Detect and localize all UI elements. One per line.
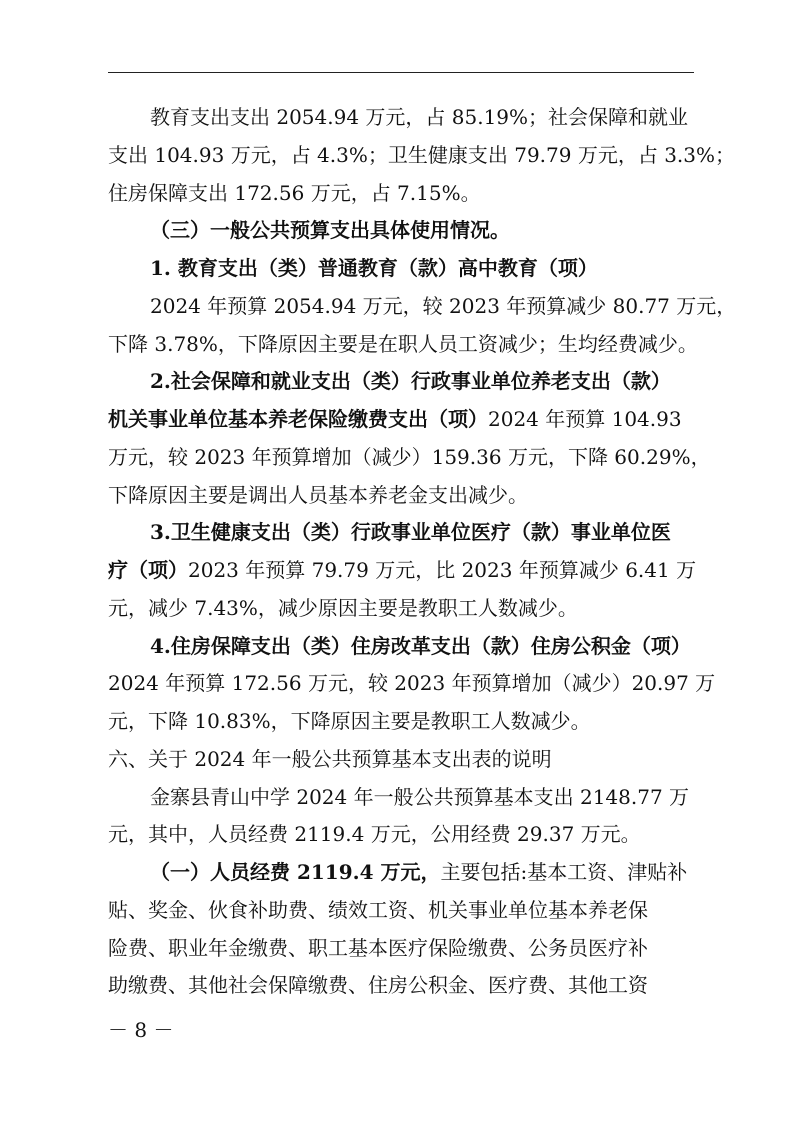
text-line [150,255,793,281]
text-line [108,557,793,583]
text-segment: 支出 104.93 万元，占 4.3%；卫生健康支出 79.79 万元，占 3.3%； [108,142,736,167]
text-line [108,331,793,357]
bold-text-segment: 4.住房保障支出（类）住房改革支出（款）住房公积金（项） [150,633,691,658]
text-line [108,142,793,168]
text-line [150,368,793,394]
text-line [150,859,793,885]
bold-text-segment: 3.卫生健康支出（类）行政事业单位医疗（款）事业单位医 [150,520,671,545]
bold-text-segment: 疗（项） [108,558,188,582]
text-line [108,897,793,923]
text-line [150,519,793,545]
text-line [108,406,793,432]
text-line [108,935,793,961]
text-segment: 元，其中，人员经费 2119.4 万元，公用经费 29.37 万元。 [108,822,641,847]
text-segment: 万元，较 2023 年预算增加（减少）159.36 万元，下降 60.29%， [108,444,711,469]
bold-text-segment: 2.社会保障和就业支出（类）行政事业单位养老支出（款） [150,369,671,394]
text-line [108,482,793,508]
text-line [108,595,793,621]
text-segment: 2024 年预算 2054.94 万元，较 2023 年预算减少 80.77 万元， [150,293,737,318]
text-segment: 2024 年预算 172.56 万元，较 2023 年预算增加（减少）20.97 万 [108,671,716,696]
bold-text-segment: （三）一般公共预算支出具体使用情况。 [150,218,510,243]
text-segment: 贴、奖金、伙食补助费、绩效工资、机关事业单位基本养老保 [108,897,648,922]
text-line [108,444,793,470]
text-segment: 元，减少 7.43%，减少原因主要是教职工人数减少。 [108,595,578,620]
text-segment: 2024 年预算 104.93 [488,407,682,431]
header-rule [108,72,694,73]
bold-text-segment: 机关事业单位基本养老保险缴费支出（项） [108,407,488,431]
text-segment: 住房保障支出 172.56 万元，占 7.15%。 [108,180,481,205]
text-segment: 下降原因主要是调出人员基本养老金支出减少。 [108,482,528,507]
text-line [108,708,793,734]
text-segment: 六、关于 2024 年一般公共预算基本支出表的说明 [108,746,552,771]
text-line [108,670,793,696]
text-line [150,104,793,130]
text-line [150,217,793,243]
text-segment: 金寨县青山中学 2024 年一般公共预算基本支出 2148.77 万 [150,784,690,809]
text-line [150,633,793,659]
bold-text-segment: 1. 教育支出（类）普通教育（款）高中教育（项） [150,256,598,280]
text-line [108,972,793,998]
text-line [150,293,793,319]
text-segment: 助缴费、其他社会保障缴费、住房公积金、医疗费、其他工资 [108,973,648,998]
text-line [108,746,793,772]
page-number: － 8 － [108,1018,174,1042]
text-segment: 元，下降 10.83%，下降原因主要是教职工人数减少。 [108,709,591,733]
text-segment: 2023 年预算 79.79 万元，比 2023 年预算减少 6.41 万 [188,558,697,582]
text-segment: 下降 3.78%，下降原因主要是在职人员工资减少；生均经费减少。 [108,331,698,356]
text-line [150,784,793,810]
text-line [108,180,793,206]
text-segment: 教育支出支出 2054.94 万元，占 85.19%；社会保障和就业 [150,105,689,129]
text-segment: 主要包括:基本工资、津贴补 [440,860,688,884]
text-line [108,821,793,847]
text-segment: 险费、职业年金缴费、职工基本医疗保险缴费、公务员医疗补 [108,935,648,960]
bold-text-segment: （一）人员经费 2119.4 万元， [150,860,441,884]
